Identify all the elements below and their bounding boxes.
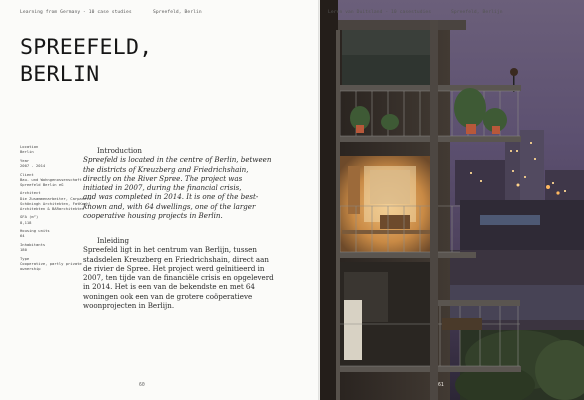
metadata-architect <box>20 190 91 211</box>
running-header-series: Leren van Duitsland - 10 casestudies <box>328 10 432 15</box>
page-number: 60 <box>139 383 145 388</box>
metadata-location <box>20 144 84 154</box>
body-text-line: 2007, ten tijde van de financiële crisis en opgeleverd <box>83 273 274 283</box>
metadata-value: Cooperative, partly private <box>20 260 82 266</box>
section-heading: Introduction <box>97 146 142 155</box>
metadata-label: Architect <box>20 190 41 196</box>
metadata-value: 64 <box>20 233 25 239</box>
metadata-label: Location <box>20 144 39 149</box>
page-title <box>20 34 152 88</box>
metadata-label: Inhabitants <box>20 241 46 247</box>
metadata-gfa <box>20 214 84 224</box>
body-text-line: Spreefeld is located in the centre of Berlin, between <box>83 155 272 165</box>
metadata-value: 8,118 <box>20 219 32 225</box>
project-metadata <box>20 144 91 275</box>
body-text-line: woningen ook een van de grotere coöperatieve <box>83 291 253 301</box>
metadata-value: Berlin <box>20 149 34 155</box>
metadata-value: Architekten & BARarchitekten <box>20 205 85 211</box>
page-number: 61 <box>438 383 444 388</box>
metadata-value: 180 <box>20 247 27 253</box>
running-header-section: Spreefeld, Berlijn <box>451 10 503 15</box>
metadata-value: Spreefeld Berlin eG <box>20 181 64 187</box>
running-header-section: Spreefeld, Berlin <box>153 10 202 15</box>
title-line: SPREEFELD, <box>20 35 153 60</box>
english-introduction <box>83 146 273 220</box>
body-text-line: initiated in 2007, during the financial crisis, <box>83 183 242 193</box>
body-text-line: Spreefeld ligt in het centrum van Berlijn, tussen <box>83 245 257 255</box>
dutch-introduction <box>83 236 273 310</box>
metadata-type <box>20 256 84 271</box>
metadata-label: GFA (m²) <box>20 214 39 220</box>
metadata-inhabitants <box>20 242 84 252</box>
body-text-line: and was completed in 2014. It is one of the best- <box>83 192 259 202</box>
body-text-line: known and, with 64 dwellings, one of the larger <box>83 201 256 211</box>
section-heading: Inleiding <box>97 236 130 245</box>
metadata-value: Die Zusammenarbeiter, Carpaneto <box>20 195 91 201</box>
body-text-line: in 2014. Het is een van de bekendste en met 64 <box>83 282 255 292</box>
body-text-line: de rivier de Spree. Het project werd geïnitieerd in <box>83 263 265 273</box>
running-header-series: Learning from Germany - 10 case studies <box>20 10 132 15</box>
metadata-year <box>20 158 84 168</box>
metadata-label: Year <box>20 157 30 163</box>
body-text-line: the districts of Kreuzberg and Friedrichshain, <box>83 164 249 174</box>
body-text-line: woonprojecten in Berlijn. <box>83 301 175 311</box>
metadata-value: Schöningh Architekten, FatKoehl <box>20 200 91 206</box>
metadata-label: Type <box>20 255 30 261</box>
metadata-value: 2007 - 2014 <box>20 162 46 168</box>
body-text-line: cooperative housing projects in Berlin. <box>83 211 223 221</box>
metadata-value: Bau- und Wohngenossenschaft <box>20 176 82 182</box>
body-text-line: directly on the River Spree. The project was <box>83 173 243 183</box>
metadata-label: Housing units <box>20 228 50 234</box>
night-balcony-photo <box>320 0 584 400</box>
body-text-line: stadsdelen Kreuzberg en Friedrichshain, direct aan <box>83 254 269 264</box>
metadata-client <box>20 172 84 187</box>
metadata-value: ownership <box>20 265 41 271</box>
metadata-housing-units <box>20 228 84 238</box>
right-page <box>320 0 584 400</box>
metadata-label: Client <box>20 171 34 177</box>
title-line: BERLIN <box>20 62 100 87</box>
